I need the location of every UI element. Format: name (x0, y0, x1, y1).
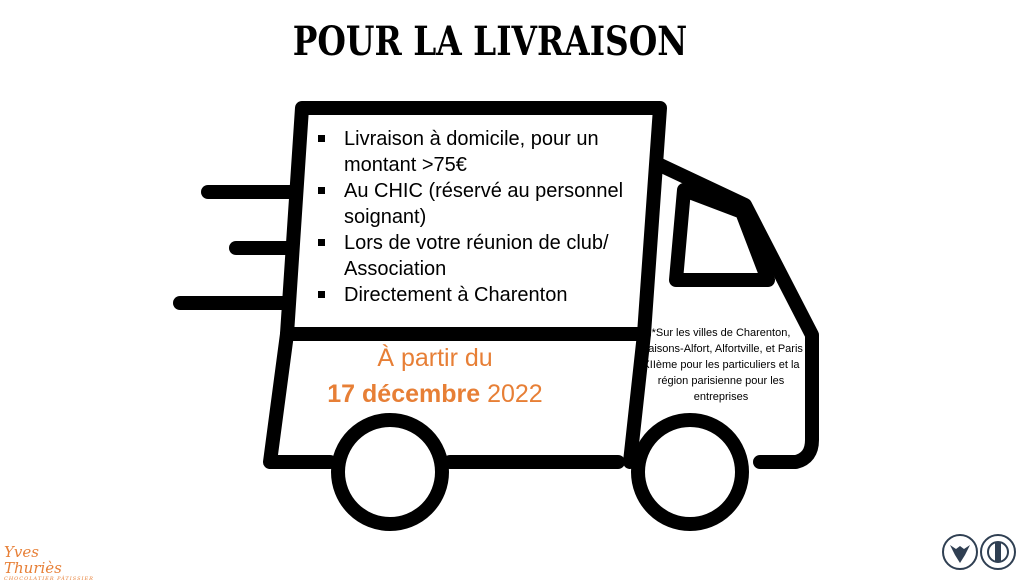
speed-lines (180, 192, 294, 303)
brand-logo-name: Yves Thuriès (4, 543, 62, 577)
front-wheel (638, 420, 742, 524)
list-item: Livraison à domicile, pour un montant >75€ (318, 126, 648, 178)
list-item: Directement à Charenton (318, 282, 648, 308)
availability-prefix: À partir du (377, 344, 493, 372)
availability-date (290, 340, 580, 412)
rear-wheel (338, 420, 442, 524)
delivery-options-list (318, 126, 648, 308)
wolf-badge-icon (943, 535, 977, 569)
page-title: POUR LA LIVRAISON (292, 18, 688, 65)
brand-logo (4, 543, 94, 582)
availability-year: 2022 (487, 380, 543, 408)
availability-date-bold: 17 décembre (327, 380, 481, 408)
brand-logo-subtitle: CHOCOLATIER PÂTISSIER (4, 576, 94, 582)
delivery-area-note: *Sur les villes de Charenton, Maisons-Alfort, Alfortville, et Paris XIIème pour les particuliers et la région parisienne pour les entreprises (639, 327, 803, 403)
list-item: Lors de votre réunion de club/ Association (318, 230, 648, 282)
partner-badges (940, 528, 1020, 572)
club-badge-icon (981, 535, 1015, 569)
list-item: Au CHIC (réservé au personnel soignant) (318, 178, 648, 230)
cab-window (676, 190, 768, 280)
